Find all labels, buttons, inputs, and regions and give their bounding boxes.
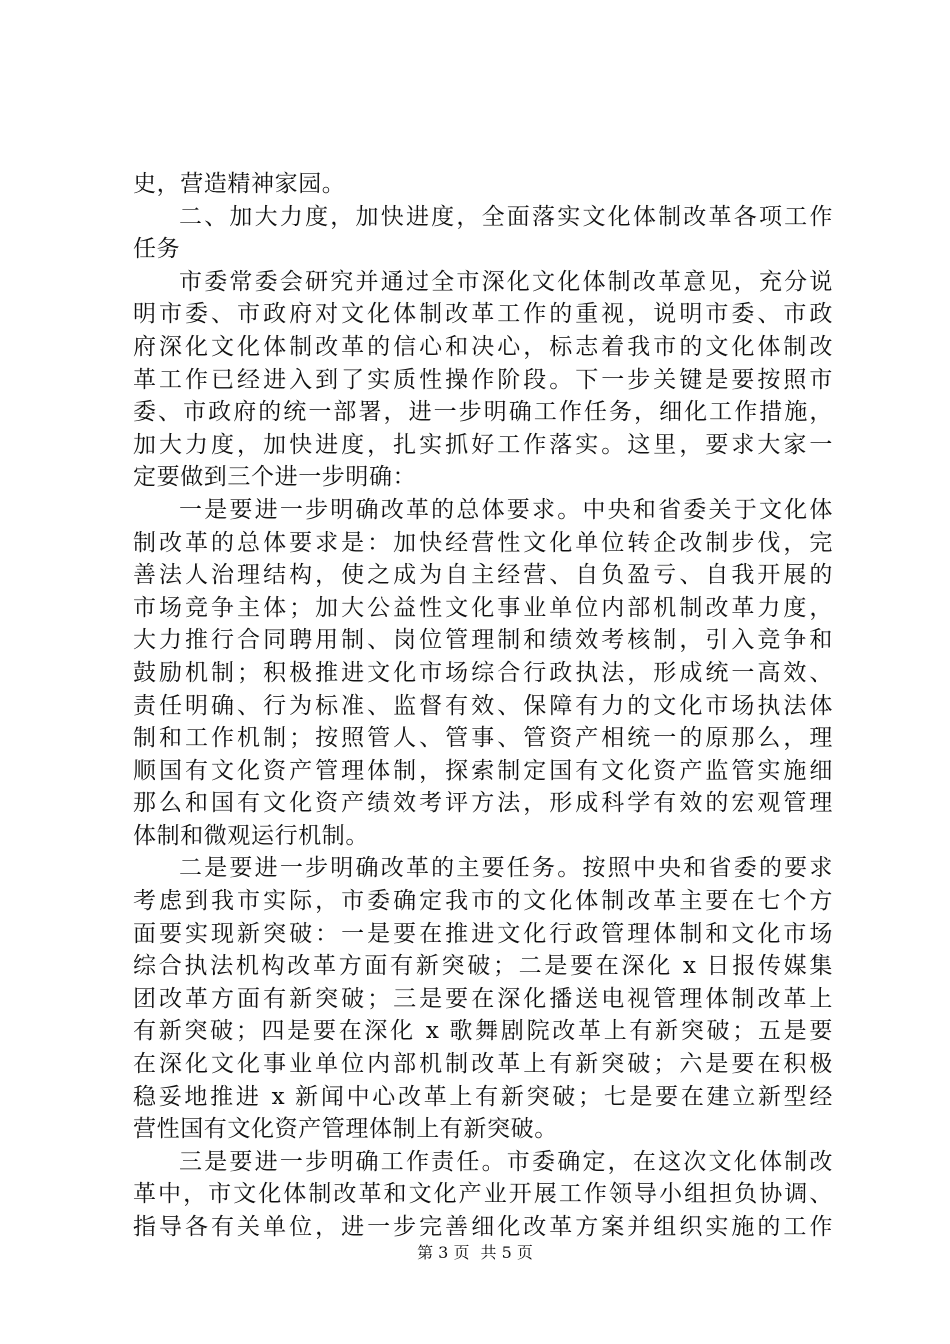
page-total: 共 5 页 — [480, 1243, 533, 1262]
text-line: 善法人治理结构，使之成为自主经营、自负盈亏、自我开展的 — [133, 562, 833, 589]
text-line: 革中，市文化体制改革和文化产业开展工作领导小组担负协调、 — [133, 1181, 833, 1208]
text-line: 史，营造精神家园。 — [133, 171, 346, 197]
text-line: 综合执法机构改革方面有新突破；二是要在深化 x 日报传媒集 — [133, 953, 833, 980]
text-line: 市委常委会研究并通过全市深化文化体制改革意见，充分说 — [179, 268, 833, 295]
text-line: 有新突破；四是要在深化 x 歌舞剧院改革上有新突破；五是要 — [133, 1018, 833, 1045]
text-line: 制和工作机制；按照管人、管事、管资产相统一的原那么，理 — [133, 725, 833, 752]
text-line: 责任明确、行为标准、监督有效、保障有力的文化市场执法体 — [133, 692, 833, 719]
text-line: 市场竞争主体；加大公益性文化事业单位内部机制改革力度， — [133, 594, 833, 621]
text-line: 二是要进一步明确改革的主要任务。按照中央和省委的要求 — [179, 855, 833, 882]
section-heading-line: 二、加大力度，加快进度，全面落实文化体制改革各项工作 — [179, 203, 833, 230]
page-number: 第 3 页 — [417, 1243, 470, 1262]
text-line: 那么和国有文化资产绩效考评方法，形成科学有效的宏观管理 — [133, 790, 833, 817]
text-line: 明市委、市政府对文化体制改革工作的重视，说明市委、市政 — [133, 301, 833, 328]
text-line: 一是要进一步明确改革的总体要求。中央和省委关于文化体 — [179, 496, 833, 523]
text-line: 革工作已经进入到了实质性操作阶段。下一步关键是要按照市 — [133, 366, 833, 393]
text-line: 府深化文化体制改革的信心和决心，标志着我市的文化体制改 — [133, 333, 833, 360]
text-line: 定要做到三个进一步明确： — [133, 464, 417, 491]
text-line: 营性国有文化资产管理体制上有新突破。 — [133, 1116, 558, 1143]
text-line: 指导各有关单位，进一步完善细化改革方案并组织实施的工作 — [133, 1214, 833, 1240]
text-line: 委、市政府的统一部署，进一步明确工作任务，细化工作措施， — [133, 399, 833, 426]
text-line: 团改革方面有新突破；三是要在深化播送电视管理体制改革上 — [133, 985, 833, 1012]
text-line: 体制和微观运行机制。 — [133, 822, 369, 849]
text-line: 在深化文化事业单位内部机制改革上有新突破；六是要在积极 — [133, 1051, 833, 1078]
text-line: 顺国有文化资产管理体制，探索制定国有文化资产监管实施细 — [133, 757, 833, 784]
text-line: 鼓励机制；积极推进文化市场综合行政执法，形成统一高效、 — [133, 659, 833, 686]
text-line: 三是要进一步明确工作责任。市委确定，在这次文化体制改 — [179, 1148, 833, 1175]
document-body — [133, 168, 833, 1244]
text-line: 制改革的总体要求是：加快经营性文化单位转企改制步伐，完 — [133, 529, 833, 556]
text-line: 考虑到我市实际，市委确定我市的文化体制改革主要在七个方 — [133, 888, 833, 915]
text-line: 面要实现新突破：一是要在推进文化行政管理体制和文化市场 — [133, 920, 833, 947]
text-line: 稳妥地推进 x 新闻中心改革上有新突破；七是要在建立新型经 — [133, 1083, 833, 1110]
text-line: 加大力度，加快进度，扎实抓好工作落实。这里，要求大家一 — [133, 431, 833, 458]
page-footer — [0, 1240, 950, 1263]
section-heading-line: 任务 — [133, 236, 181, 263]
text-line: 大力推行合同聘用制、岗位管理制和绩效考核制，引入竞争和 — [133, 627, 833, 654]
